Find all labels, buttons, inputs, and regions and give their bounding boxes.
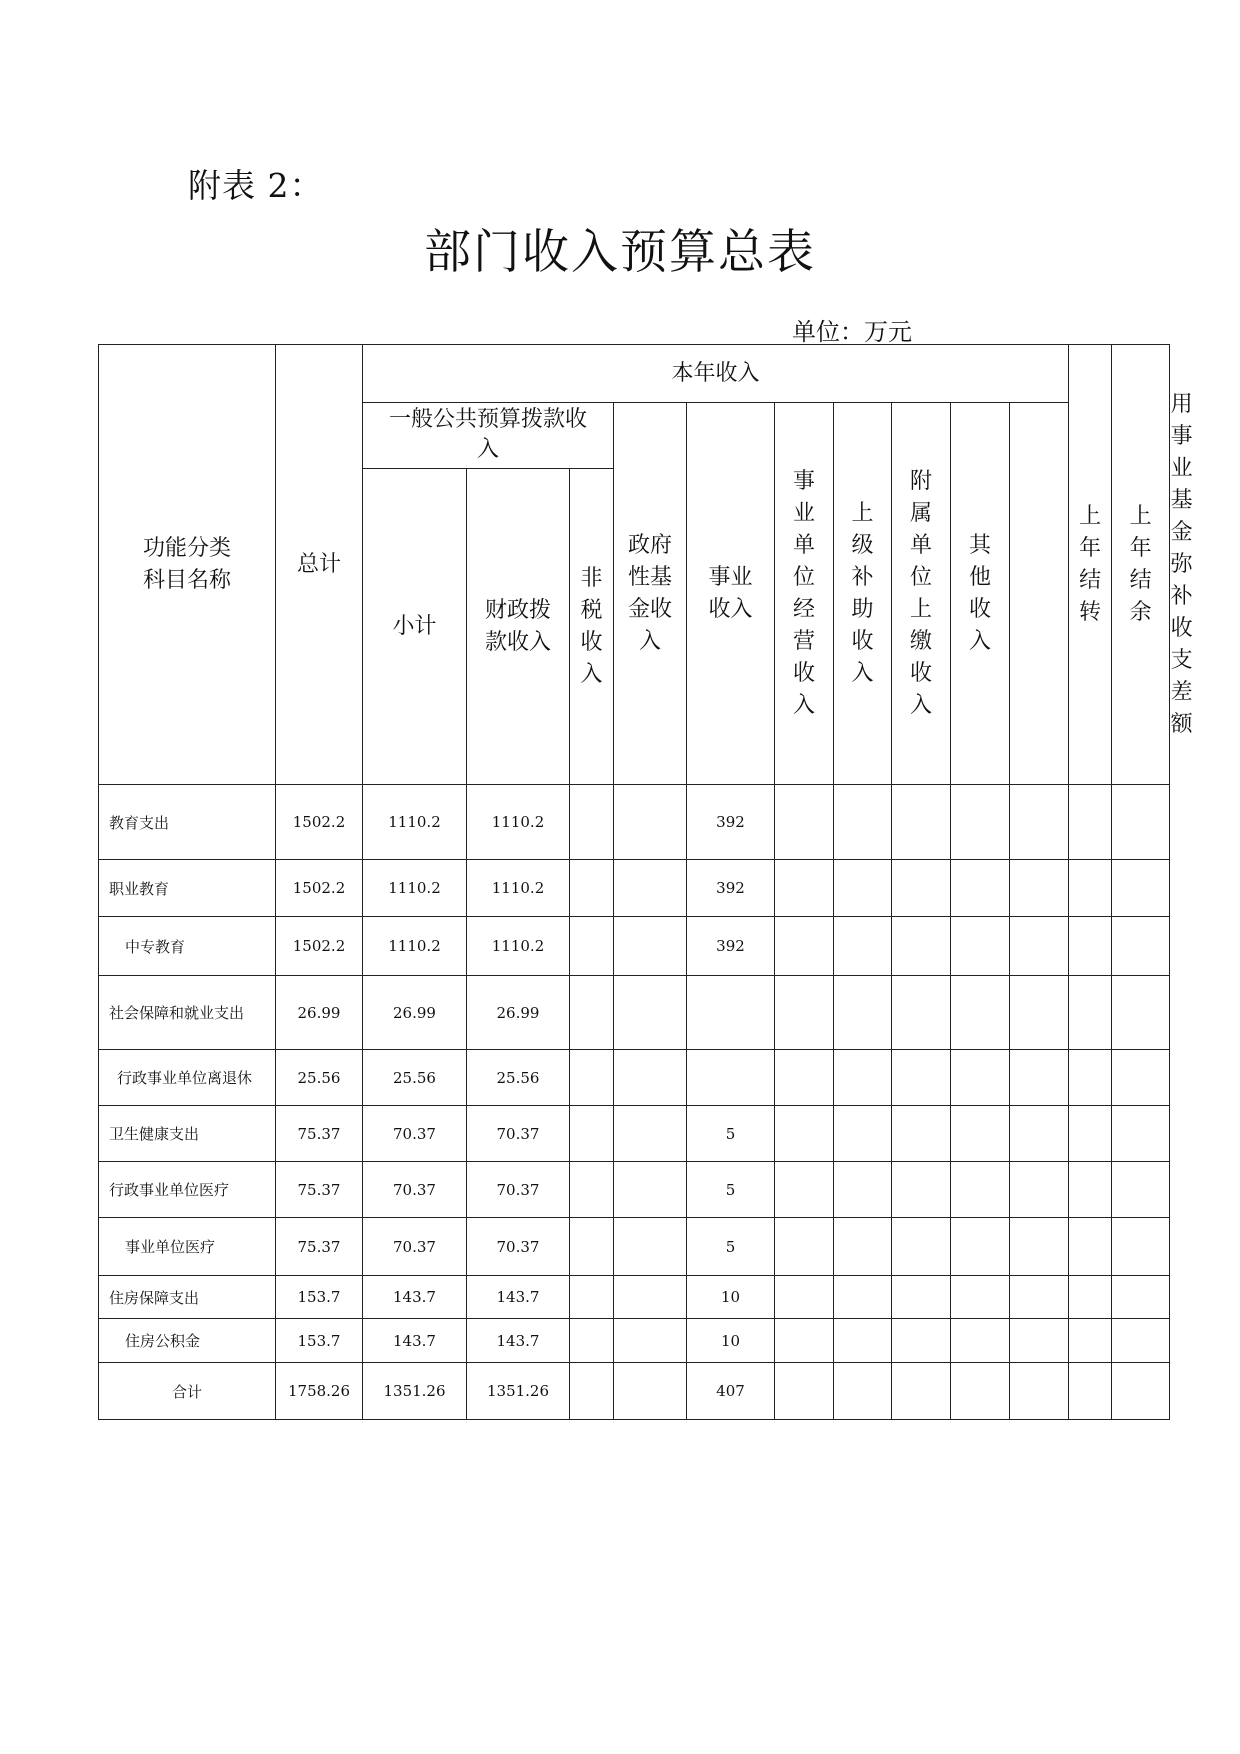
cell-gov-fund — [614, 917, 687, 976]
table-row — [99, 917, 1170, 976]
cell-affiliated — [892, 1363, 951, 1420]
cell-non-tax — [570, 1276, 614, 1319]
table-row — [99, 1050, 1170, 1106]
cell-total: 1758.26 — [276, 1363, 363, 1420]
table-row — [99, 1162, 1170, 1218]
table-row — [99, 1218, 1170, 1276]
cell-business: 5 — [687, 1218, 775, 1276]
table-row — [99, 976, 1170, 1050]
cell-superior — [834, 917, 892, 976]
cell-gov-fund — [614, 785, 687, 860]
cell-gov-fund — [614, 1106, 687, 1162]
cell-superior — [834, 1162, 892, 1218]
cell-superior — [834, 1319, 892, 1363]
header-total: 总计 — [276, 345, 363, 785]
page-title: 部门收入预算总表 — [424, 225, 816, 280]
cell-carryover — [1010, 1363, 1069, 1420]
table-row — [99, 1276, 1170, 1319]
cell-operating — [775, 1276, 834, 1319]
header-prev-carryover: 上年结转 — [1069, 345, 1112, 785]
header-current-year: 本年收入 — [363, 345, 1069, 403]
header-gov-fund: 政府性基金收入 — [614, 403, 687, 785]
cell-carryover — [1010, 1162, 1069, 1218]
cell-other — [951, 860, 1010, 917]
cell-superior — [834, 860, 892, 917]
cell-carryover — [1010, 1276, 1069, 1319]
cell-affiliated — [892, 976, 951, 1050]
row-name: 行政事业单位离退休 — [99, 1050, 276, 1106]
cell-business: 5 — [687, 1162, 775, 1218]
cell-other — [951, 1276, 1010, 1319]
cell-other — [951, 785, 1010, 860]
cell-other — [951, 1050, 1010, 1106]
cell-fund — [1112, 1276, 1170, 1319]
cell-affiliated — [892, 1276, 951, 1319]
unit-label: 单位：万元 — [792, 318, 912, 346]
row-name: 中专教育 — [99, 917, 276, 976]
header-superior: 上级补助收入 — [834, 403, 892, 785]
cell-fiscal: 70.37 — [467, 1218, 570, 1276]
cell-balance — [1069, 1363, 1112, 1420]
cell-balance — [1069, 1106, 1112, 1162]
cell-fund — [1112, 1106, 1170, 1162]
cell-operating — [775, 917, 834, 976]
cell-total: 75.37 — [276, 1106, 363, 1162]
header-business: 事业收入 — [687, 403, 775, 785]
cell-business: 10 — [687, 1319, 775, 1363]
cell-operating — [775, 1050, 834, 1106]
cell-carryover — [1010, 1319, 1069, 1363]
cell-carryover — [1010, 1106, 1069, 1162]
cell-fund — [1112, 1050, 1170, 1106]
cell-business — [687, 1050, 775, 1106]
table-row — [99, 1106, 1170, 1162]
cell-affiliated — [892, 1106, 951, 1162]
cell-subtotal: 70.37 — [363, 1162, 467, 1218]
cell-operating — [775, 860, 834, 917]
cell-carryover — [1010, 976, 1069, 1050]
cell-subtotal: 70.37 — [363, 1218, 467, 1276]
cell-fund — [1112, 1162, 1170, 1218]
cell-other — [951, 917, 1010, 976]
cell-fiscal: 143.7 — [467, 1276, 570, 1319]
cell-balance — [1069, 976, 1112, 1050]
cell-fiscal: 70.37 — [467, 1106, 570, 1162]
cell-gov-fund — [614, 860, 687, 917]
cell-subtotal: 25.56 — [363, 1050, 467, 1106]
cell-total: 1502.2 — [276, 917, 363, 976]
row-name: 事业单位医疗 — [99, 1218, 276, 1276]
cell-total: 153.7 — [276, 1319, 363, 1363]
header-subtotal: 小计 — [363, 469, 467, 785]
cell-total: 25.56 — [276, 1050, 363, 1106]
cell-fiscal: 1110.2 — [467, 860, 570, 917]
cell-operating — [775, 976, 834, 1050]
cell-fiscal: 1110.2 — [467, 917, 570, 976]
cell-fund — [1112, 917, 1170, 976]
cell-balance — [1069, 917, 1112, 976]
header-non-tax: 非税收入 — [570, 469, 614, 785]
cell-other — [951, 1363, 1010, 1420]
table-row-total — [99, 1363, 1170, 1420]
cell-fiscal: 1110.2 — [467, 785, 570, 860]
cell-superior — [834, 785, 892, 860]
cell-business — [687, 976, 775, 1050]
row-name: 住房保障支出 — [99, 1276, 276, 1319]
cell-fund — [1112, 1218, 1170, 1276]
cell-superior — [834, 976, 892, 1050]
cell-fiscal: 25.56 — [467, 1050, 570, 1106]
cell-gov-fund — [614, 1162, 687, 1218]
cell-balance — [1069, 1162, 1112, 1218]
cell-superior — [834, 1276, 892, 1319]
cell-balance — [1069, 1319, 1112, 1363]
cell-operating — [775, 1106, 834, 1162]
table-row — [99, 1319, 1170, 1363]
row-name: 教育支出 — [99, 785, 276, 860]
row-name: 职业教育 — [99, 860, 276, 917]
cell-superior — [834, 1050, 892, 1106]
cell-non-tax — [570, 1363, 614, 1420]
cell-affiliated — [892, 1162, 951, 1218]
row-name: 行政事业单位医疗 — [99, 1162, 276, 1218]
cell-subtotal: 1110.2 — [363, 860, 467, 917]
cell-other — [951, 1218, 1010, 1276]
header-operating: 事业单位经营收入 — [775, 403, 834, 785]
cell-superior — [834, 1106, 892, 1162]
cell-subtotal: 1351.26 — [363, 1363, 467, 1420]
cell-business: 10 — [687, 1276, 775, 1319]
cell-operating — [775, 1218, 834, 1276]
cell-non-tax — [570, 1162, 614, 1218]
cell-affiliated — [892, 1319, 951, 1363]
header-affiliated: 附属单位上缴收入 — [892, 403, 951, 785]
cell-fiscal: 26.99 — [467, 976, 570, 1050]
cell-fiscal: 143.7 — [467, 1319, 570, 1363]
cell-affiliated — [892, 860, 951, 917]
cell-affiliated — [892, 1050, 951, 1106]
row-name: 合计 — [99, 1363, 276, 1420]
cell-total: 26.99 — [276, 976, 363, 1050]
row-name: 住房公积金 — [99, 1319, 276, 1363]
cell-fund — [1112, 860, 1170, 917]
cell-operating — [775, 785, 834, 860]
cell-subtotal: 70.37 — [363, 1106, 467, 1162]
cell-subtotal: 1110.2 — [363, 785, 467, 860]
cell-subtotal: 143.7 — [363, 1276, 467, 1319]
cell-other — [951, 1319, 1010, 1363]
cell-carryover — [1010, 860, 1069, 917]
cell-superior — [834, 1218, 892, 1276]
cell-carryover — [1010, 1218, 1069, 1276]
cell-business: 407 — [687, 1363, 775, 1420]
cell-subtotal: 143.7 — [363, 1319, 467, 1363]
header-category: 功能分类科目名称 — [99, 345, 276, 785]
header-fiscal: 财政拨款收入 — [467, 469, 570, 785]
row-name: 社会保障和就业支出 — [99, 976, 276, 1050]
cell-fiscal: 70.37 — [467, 1162, 570, 1218]
cell-total: 1502.2 — [276, 785, 363, 860]
cell-balance — [1069, 785, 1112, 860]
cell-business: 5 — [687, 1106, 775, 1162]
table-row — [99, 785, 1170, 860]
cell-other — [951, 976, 1010, 1050]
cell-non-tax — [570, 917, 614, 976]
cell-non-tax — [570, 1319, 614, 1363]
cell-carryover — [1010, 1050, 1069, 1106]
cell-other — [951, 1106, 1010, 1162]
cell-non-tax — [570, 1218, 614, 1276]
cell-carryover — [1010, 785, 1069, 860]
cell-gov-fund — [614, 1363, 687, 1420]
cell-other — [951, 1162, 1010, 1218]
cell-balance — [1069, 1218, 1112, 1276]
cell-fund — [1112, 785, 1170, 860]
cell-total: 153.7 — [276, 1276, 363, 1319]
cell-gov-fund — [614, 1050, 687, 1106]
cell-gov-fund — [614, 1218, 687, 1276]
cell-total: 75.37 — [276, 1218, 363, 1276]
cell-business: 392 — [687, 917, 775, 976]
cell-business: 392 — [687, 860, 775, 917]
cell-carryover — [1010, 917, 1069, 976]
cell-superior — [834, 1363, 892, 1420]
attachment-label: 附表 2： — [188, 166, 324, 205]
header-row-1: 功能分类科目名称 总计 本年收入 上年结转 上年结余 用事业基金弥补收支差额 — [99, 345, 1170, 403]
cell-non-tax — [570, 976, 614, 1050]
cell-subtotal: 26.99 — [363, 976, 467, 1050]
cell-subtotal: 1110.2 — [363, 917, 467, 976]
cell-fiscal: 1351.26 — [467, 1363, 570, 1420]
header-other: 其他收入 — [951, 403, 1010, 785]
cell-affiliated — [892, 917, 951, 976]
cell-fund — [1112, 1319, 1170, 1363]
cell-balance — [1069, 1050, 1112, 1106]
cell-operating — [775, 1319, 834, 1363]
cell-gov-fund — [614, 1276, 687, 1319]
cell-gov-fund — [614, 976, 687, 1050]
budget-table — [98, 344, 1193, 1420]
cell-total: 75.37 — [276, 1162, 363, 1218]
cell-gov-fund — [614, 1319, 687, 1363]
cell-fund — [1112, 1363, 1170, 1420]
cell-operating — [775, 1363, 834, 1420]
row-name: 卫生健康支出 — [99, 1106, 276, 1162]
cell-operating — [775, 1162, 834, 1218]
cell-total: 1502.2 — [276, 860, 363, 917]
cell-non-tax — [570, 785, 614, 860]
header-prev-balance: 上年结余 — [1112, 345, 1170, 785]
cell-non-tax — [570, 860, 614, 917]
cell-affiliated — [892, 785, 951, 860]
header-general-budget: 一般公共预算拨款收入 — [363, 403, 614, 469]
cell-non-tax — [570, 1106, 614, 1162]
cell-fund — [1112, 976, 1170, 1050]
cell-affiliated — [892, 1218, 951, 1276]
cell-balance — [1069, 1276, 1112, 1319]
table-row — [99, 860, 1170, 917]
cell-balance — [1069, 860, 1112, 917]
cell-non-tax — [570, 1050, 614, 1106]
cell-business: 392 — [687, 785, 775, 860]
